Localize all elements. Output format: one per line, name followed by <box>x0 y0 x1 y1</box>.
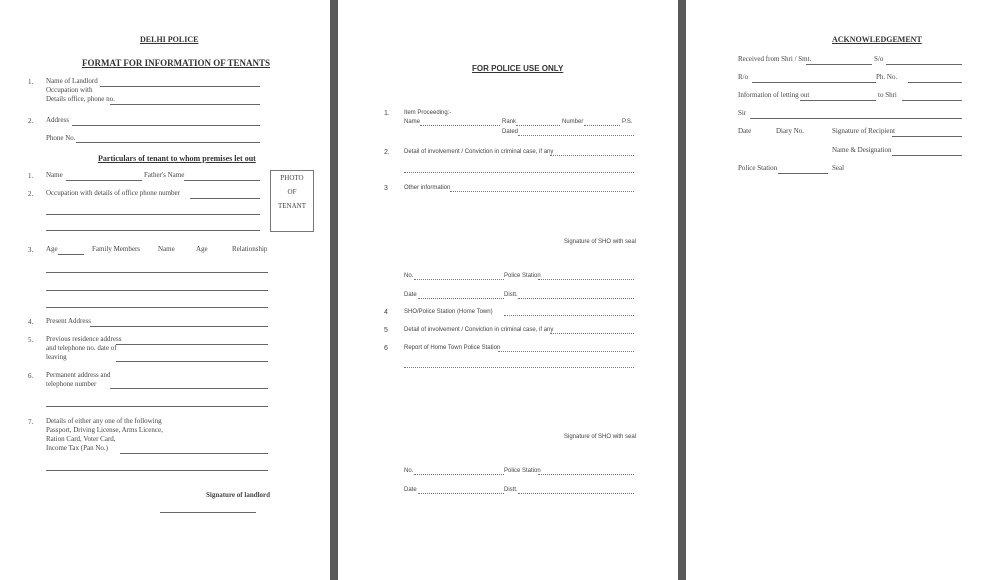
name-designation-line <box>892 155 962 156</box>
officer-name-line <box>420 125 500 126</box>
resident-of-line <box>752 82 876 83</box>
seal-label: Seal <box>832 164 845 172</box>
rank-line <box>516 125 560 126</box>
previous-address-label: Previous residence address <box>46 335 122 343</box>
hometown-sho-line <box>504 315 634 316</box>
photo-label-line: OF <box>287 188 297 196</box>
other-info-line <box>450 191 634 192</box>
date-line-2 <box>418 493 504 494</box>
photo-label-line: PHOTO <box>280 174 304 182</box>
family-line <box>46 307 268 308</box>
ack-police-station-line <box>778 173 828 174</box>
police-station-line <box>538 279 634 280</box>
present-address-line <box>90 326 268 327</box>
address-label: Address <box>46 116 69 124</box>
fathers-name-line <box>184 180 260 181</box>
landlord-details-label: Details office, phone no. <box>46 95 115 103</box>
letting-info-line <box>800 100 876 101</box>
tenant-name-label: Name <box>46 171 63 179</box>
officer-name-label: Name <box>404 119 421 125</box>
item-number: 6. <box>28 372 34 380</box>
recipient-signature-line <box>892 136 962 137</box>
item-proceeding-label: Item Proceeding:- <box>404 110 452 116</box>
landlord-details-line <box>110 104 260 105</box>
permanent-address-line-2 <box>46 406 268 407</box>
form-title: FORMAT FOR INFORMATION OF TENANTS <box>82 58 271 68</box>
landlord-occupation-label: Occupation with <box>46 86 93 94</box>
permanent-address-label: Permanent address and <box>46 371 111 379</box>
ack-police-station-label: Police Station <box>738 164 778 172</box>
police-station-label: Police Station <box>504 273 541 279</box>
recipient-signature-label: Signature of Recipient <box>832 127 895 135</box>
documents-line <box>120 453 268 454</box>
tenant-occupation-line-3 <box>46 230 260 231</box>
item-number: 7. <box>28 418 34 426</box>
age-label: Age <box>46 245 58 253</box>
documents-line-2 <box>46 470 268 471</box>
item-number: 1. <box>28 78 34 86</box>
police-station-line-2 <box>538 474 634 475</box>
present-address-label: Present Address <box>46 317 91 325</box>
other-info-label: Other information <box>404 185 451 191</box>
item-number: 5. <box>28 336 34 344</box>
no-label: No. <box>404 273 414 279</box>
tenant-occupation-label: Occupation with details of office phone number <box>46 189 180 197</box>
page-divider <box>678 0 686 580</box>
address-line <box>72 125 260 126</box>
item-number: 1. <box>384 110 390 117</box>
previous-address-line <box>116 361 268 362</box>
acknowledgement-page <box>686 0 1008 580</box>
item-number: 2. <box>28 117 34 125</box>
fathers-name-label: Father's Name <box>144 171 185 179</box>
hometown-report-line-2 <box>404 367 634 368</box>
family-members-label: Family Members <box>92 245 141 253</box>
received-from-line <box>806 64 872 65</box>
family-name-label: Name <box>158 245 175 253</box>
ps-label: P.S. <box>622 119 633 125</box>
no-line <box>414 279 504 280</box>
hometown-report-line <box>498 351 634 352</box>
name-designation-label: Name & Designation <box>832 146 892 154</box>
received-from-label: Received from Shri / Smt. <box>738 55 812 63</box>
item-number: 4. <box>28 318 34 326</box>
item-number: 3 <box>384 185 388 192</box>
phone-number-label: Ph. No. <box>876 73 898 81</box>
police-station-label-2: Police Station <box>504 468 541 474</box>
page-divider <box>330 0 338 580</box>
number-line <box>584 125 620 126</box>
landlord-name-label: Name of Landlord <box>46 77 98 85</box>
no-label-2: No. <box>404 468 414 474</box>
item-number: 6 <box>384 345 388 352</box>
item-number: 2. <box>384 149 390 156</box>
previous-address-label: leaving <box>46 353 67 361</box>
district-line <box>518 298 634 299</box>
ack-date-label: Date <box>738 127 752 135</box>
age-line <box>58 254 84 255</box>
tenant-occupation-line <box>190 198 260 199</box>
diary-number-label: Diary No. <box>776 127 804 135</box>
item-number: 4 <box>384 309 388 316</box>
documents-label: Income Tax (Pan No.) <box>46 444 108 452</box>
family-age-label: Age <box>196 245 208 253</box>
date-line <box>418 298 504 299</box>
acknowledgement-title: ACKNOWLEDGEMENT <box>832 35 922 44</box>
to-shri-label: to Shri <box>878 91 897 99</box>
landlord-signature-label: Signature of landlord <box>206 491 271 499</box>
number-label: Number <box>562 119 584 125</box>
rank-label: Rank <box>502 119 517 125</box>
item-number: 5 <box>384 327 388 334</box>
police-use-title: FOR POLICE USE ONLY <box>472 64 564 73</box>
relationship-label: Relationship <box>232 245 268 253</box>
tenant-particulars-heading: Particulars of tenant to whom premises let out <box>98 154 256 163</box>
dated-line <box>518 135 634 136</box>
sir-line <box>750 118 962 119</box>
photo-label-line: TENANT <box>278 202 306 210</box>
landlord-name-line <box>100 86 260 87</box>
landlord-signature-line <box>160 512 256 513</box>
date-label-2: Date <box>404 487 417 493</box>
sho-signature-label-2: Signature of SHO with seal <box>564 434 637 440</box>
involvement-label-2: Detail of involvement / Conviction in criminal case, if any <box>404 327 554 333</box>
item-number: 2. <box>28 190 34 198</box>
form-org-heading: DELHI POLICE <box>140 35 199 44</box>
phone-label: Phone No. <box>46 134 76 142</box>
sho-signature-label: Signature of SHO with seal <box>564 239 637 245</box>
documents-label: Details of either any one of the following <box>46 417 162 425</box>
district-label-2: Distt. <box>504 487 518 493</box>
resident-of-label: R/o <box>738 73 749 81</box>
no-line-2 <box>414 474 504 475</box>
involvement-line <box>550 155 634 156</box>
family-line <box>46 290 268 291</box>
documents-label: Ration Card, Voter Card, <box>46 435 116 443</box>
to-shri-line <box>902 100 962 101</box>
date-label: Date <box>404 292 417 298</box>
permanent-address-line <box>110 388 268 389</box>
tenant-photo-box <box>270 170 314 232</box>
district-label: Distt. <box>504 292 518 298</box>
documents-label: Passport, Driving License, Arms Licence, <box>46 426 163 434</box>
family-line <box>46 272 268 273</box>
involvement-line-2 <box>404 172 634 173</box>
involvement-line-3 <box>550 333 634 334</box>
previous-address-line <box>116 344 268 345</box>
district-line-2 <box>518 493 634 494</box>
phone-number-line <box>908 82 962 83</box>
letting-info-label: Information of letting out <box>738 91 810 99</box>
hometown-report-label: Report of Home Town Police Station <box>404 345 501 351</box>
item-number: 1. <box>28 172 34 180</box>
permanent-address-label: telephone number <box>46 380 97 388</box>
dated-label: Dated <box>502 129 519 135</box>
son-of-line <box>886 64 962 65</box>
tenant-form-page <box>0 0 330 580</box>
phone-line <box>76 142 260 143</box>
hometown-sho-label: SHO/Police Station (Home Town) <box>404 309 493 315</box>
tenant-name-line <box>66 180 142 181</box>
tenant-occupation-line-2 <box>46 214 260 215</box>
police-use-page <box>338 0 678 580</box>
sir-label: Sir <box>738 109 747 117</box>
son-of-label: S/o <box>874 55 884 63</box>
involvement-label: Detail of involvement / Conviction in criminal case, if any <box>404 149 554 155</box>
item-number: 3. <box>28 246 34 254</box>
previous-address-label: and telephone no. date of <box>46 344 117 352</box>
